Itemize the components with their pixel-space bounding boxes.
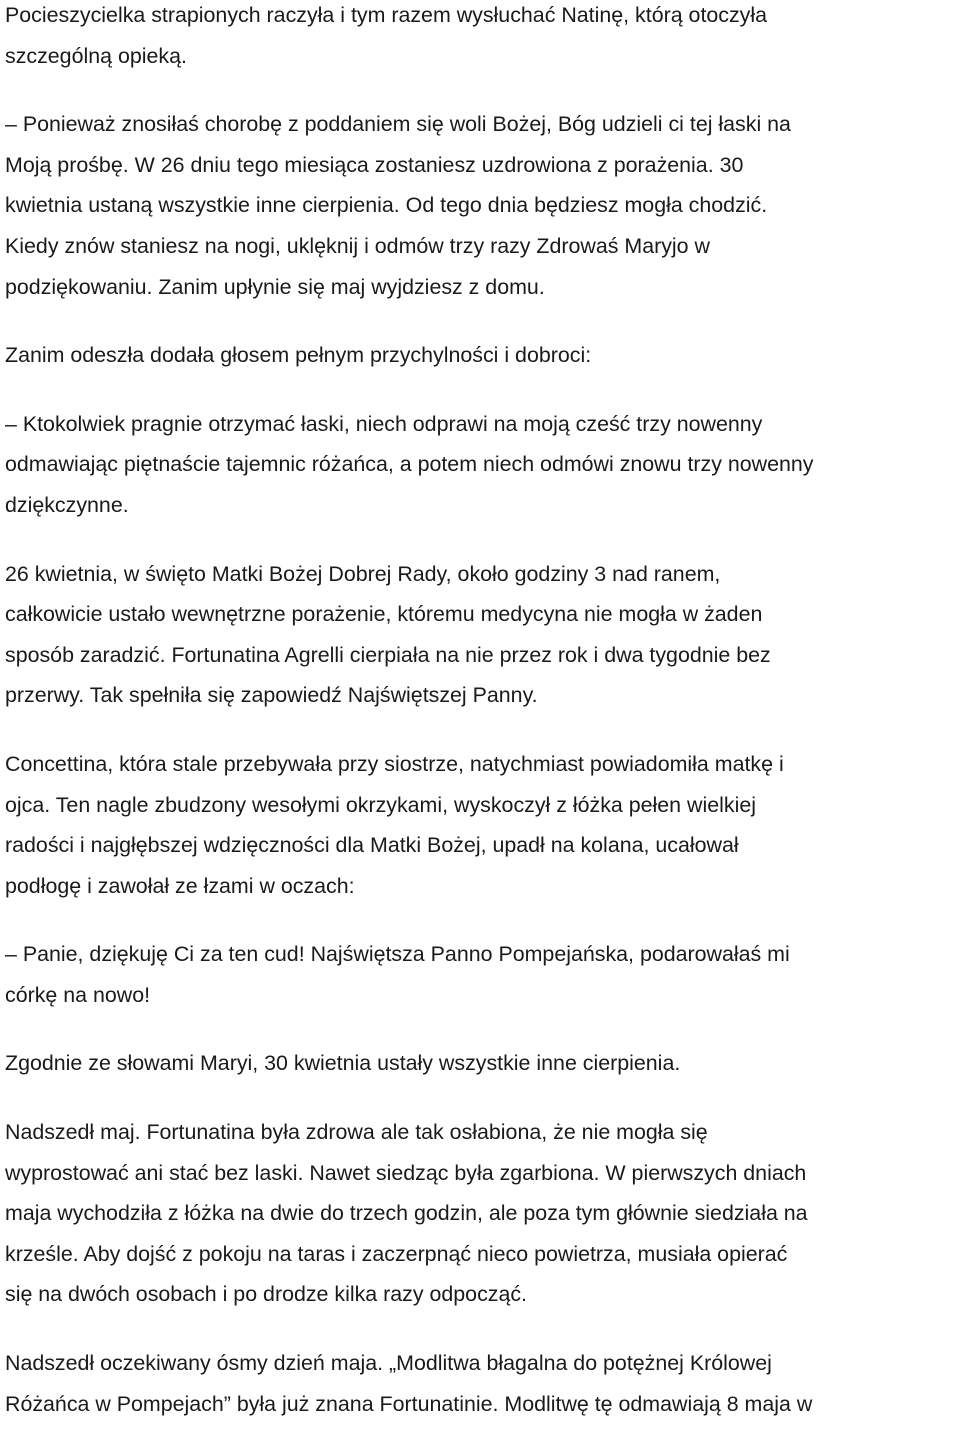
paragraph-6 [5,744,955,906]
text-line: – Panie, dziękuję Ci za ten cud! Najświętsza Panno Pompejańska, podarowałaś mi [5,942,790,967]
text-line: radości i najgłębszej wdzięczności dla Matki Bożej, upadł na kolana, ucałował [5,833,739,858]
paragraph-10 [5,1343,955,1424]
paragraph-gap [5,76,955,104]
paragraph-gap [5,1015,955,1043]
paragraph-1 [5,0,955,76]
text-line: 26 kwietnia, w święto Matki Bożej Dobrej Rady, około godziny 3 nad ranem, [5,561,721,586]
paragraph-7 [5,934,955,1015]
text-line: Kiedy znów staniesz na nogi, uklęknij i odmów trzy razy Zdrowaś Maryjo w [5,233,710,258]
paragraph-8 [5,1043,955,1084]
paragraph-gap [5,307,955,335]
paragraph-gap [5,1084,955,1112]
paragraph-gap [5,526,955,554]
text-line: Concettina, która stale przebywała przy siostrze, natychmiast powiadomiła matkę i [5,751,784,776]
text-line: kwietnia ustaną wszystkie inne cierpienia. Od tego dnia będziesz mogła chodzić. [5,193,768,218]
text-line: podziękowaniu. Zanim upłynie się maj wyjdziesz z domu. [5,274,545,299]
text-line: Pocieszycielka strapionych raczyła i tym razem wysłuchać Natinę, którą otoczyła [5,3,768,27]
text-line: – Ktokolwiek pragnie otrzymać łaski, niech odprawi na moją cześć trzy nowenny [5,411,763,436]
text-line: – Ponieważ znosiłaś chorobę z poddaniem się woli Bożej, Bóg udzieli ci tej łaski na [5,112,791,137]
text-line: Zgodnie ze słowami Maryi, 30 kwietnia ustały wszystkie inne cierpienia. [5,1051,681,1076]
text-line: odmawiając piętnaście tajemnic różańca, a potem niech odmówi znowu trzy nowenny [5,452,814,477]
paragraph-gap [5,376,955,404]
paragraph-2 [5,104,955,307]
text-line: Zanim odeszła dodała głosem pełnym przychylności i dobroci: [5,343,592,368]
text-line: Nadszedł oczekiwany ósmy dzień maja. „Modlitwa błagalna do potężnej Królowej [5,1351,772,1376]
text-line: przerwy. Tak spełniła się zapowiedź Najświętszej Panny. [5,683,538,708]
text-line: Różańca w Pompejach” była już znana Fortunatinie. Modlitwę tę odmawiają 8 maja w [5,1391,813,1416]
document-page [5,0,955,1424]
text-line: całkowicie ustało wewnętrzne porażenie, któremu medycyna nie mogła w żaden [5,602,763,627]
text-line: ojca. Ten nagle zbudzony wesołymi okrzykami, wyskoczył z łóżka pełen wielkiej [5,792,756,817]
paragraph-5 [5,554,955,716]
text-line: podłogę i zawołał ze łzami w oczach: [5,873,355,898]
text-line: sposób zaradzić. Fortunatina Agrelli cierpiała na nie przez rok i dwa tygodnie bez [5,642,771,667]
text-line: Nadszedł maj. Fortunatina była zdrowa ale tak osłabiona, że nie mogła się [5,1120,708,1145]
paragraph-gap [5,1315,955,1343]
text-line: dziękczynne. [5,492,129,517]
paragraph-gap [5,716,955,744]
text-line: szczególną opieką. [5,43,187,68]
paragraph-3 [5,335,955,376]
text-line: wyprostować ani stać bez laski. Nawet siedząc była zgarbiona. W pierwszych dniach [5,1160,807,1185]
text-line: maja wychodziła z łóżka na dwie do trzech godzin, ale poza tym głównie siedziała na [5,1201,808,1226]
text-line: Moją prośbę. W 26 dniu tego miesiąca zostaniesz uzdrowiona z porażenia. 30 [5,152,744,177]
paragraph-gap [5,906,955,934]
text-line: krześle. Aby dojść z pokoju na taras i zaczerpnąć nieco powietrza, musiała opierać [5,1241,788,1266]
paragraph-4 [5,404,955,526]
paragraph-9 [5,1112,955,1315]
text-line: córkę na nowo! [5,982,151,1007]
text-line: się na dwóch osobach i po drodze kilka razy odpocząć. [5,1282,527,1307]
